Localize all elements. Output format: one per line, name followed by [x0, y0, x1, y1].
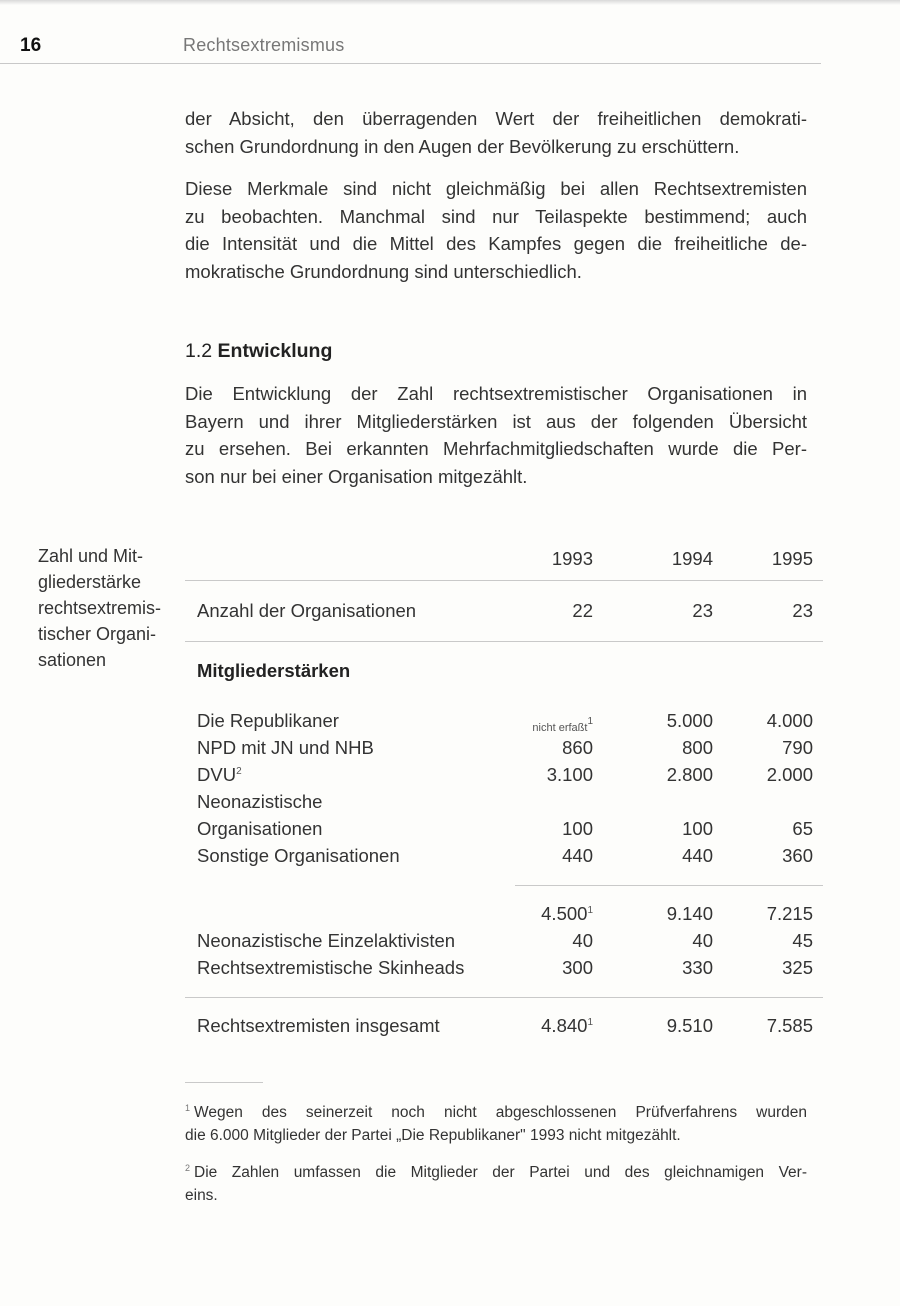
- value-1994: 5.000: [666, 710, 713, 731]
- section-heading: [185, 340, 332, 363]
- value-1995: 4.000: [766, 710, 813, 731]
- value-1995: 23: [792, 600, 813, 621]
- page-header: [20, 35, 820, 63]
- year-1994: 1994: [671, 548, 713, 569]
- row-label: Rechtsextremisten insgesamt: [197, 1015, 440, 1036]
- value-1995: 790: [782, 737, 813, 758]
- footnote-mark: 2: [185, 1163, 191, 1173]
- value-1993: 300: [562, 957, 593, 978]
- value-1993: 860: [562, 737, 593, 758]
- text-line: zu ersehen. Bei erkannten Mehrfachmitgliedschaften wurde die Per-: [185, 438, 807, 459]
- page-number: 16: [20, 35, 42, 56]
- footnote-ref: 1: [587, 715, 593, 727]
- value-1993: 22: [572, 600, 593, 621]
- footnote-divider: [185, 1082, 263, 1083]
- margin-note-line: gliederstärke: [38, 572, 142, 592]
- text-line: [185, 1157, 807, 1184]
- paragraph-characteristics: [185, 175, 807, 285]
- text-line: son nur bei einer Organisation mitgezählt.: [185, 465, 528, 487]
- running-title: Rechtsextremismus: [183, 35, 345, 55]
- margin-note-line: sationen: [38, 650, 107, 670]
- table-subheading-row: [185, 660, 823, 686]
- value-1994: 40: [692, 930, 713, 951]
- text-line: der Absicht, den überragenden Wert der freiheitlichen demokrati-: [185, 108, 807, 129]
- value-1995: 7.585: [766, 1015, 813, 1036]
- row-label: Neonazistische Einzelaktivisten: [197, 930, 456, 951]
- section-title: Entwicklung: [217, 340, 333, 362]
- row-label: Anzahl der Organisationen: [197, 600, 417, 621]
- members-heading: Mitgliederstärken: [197, 660, 351, 681]
- table-row: [185, 957, 823, 983]
- table-row: [185, 710, 823, 736]
- value-1993: 440: [562, 845, 593, 866]
- not-recorded-note: nicht erfaßt: [532, 722, 588, 734]
- row-label-text: DVU: [197, 764, 237, 785]
- value-1995: 7.215: [766, 903, 813, 924]
- table-row-org-count: [185, 600, 823, 626]
- section-number: 1.2: [185, 340, 213, 362]
- margin-note-line: rechtsextremis-: [38, 598, 162, 618]
- table-row: [185, 818, 823, 844]
- row-label: [197, 764, 242, 786]
- text-line: Die Entwicklung der Zahl rechtsextremistischer Organisationen in: [185, 383, 807, 404]
- text-line: mokratische Grundordnung sind unterschiedlich.: [185, 260, 582, 282]
- value-1993: [485, 714, 593, 736]
- subtotal-value: 4.500: [541, 903, 588, 924]
- margin-note-line: Zahl und Mit-: [38, 546, 144, 566]
- text-line: [185, 1097, 807, 1124]
- footnote-text: Die Zahlen umfassen die Mitglieder der Partei und des gleichnamigen Ver-: [194, 1164, 807, 1182]
- table-divider: [185, 641, 823, 642]
- row-label: Sonstige Organisationen: [197, 845, 400, 866]
- total-value: 4.840: [541, 1015, 588, 1036]
- margin-note: [38, 543, 168, 673]
- value-1995: 325: [782, 957, 813, 978]
- year-1993: 1993: [551, 548, 593, 569]
- table-row: [185, 764, 823, 790]
- table-row: [185, 845, 823, 871]
- value-1993: [485, 1015, 593, 1037]
- table-row-subtotal: [185, 903, 823, 929]
- footnote-ref: 2: [236, 765, 242, 777]
- footnote-1: [185, 1097, 807, 1147]
- table-divider: [185, 997, 823, 998]
- value-1994: 330: [682, 957, 713, 978]
- paragraph-development: [185, 380, 807, 490]
- value-1994: 23: [692, 600, 713, 621]
- value-1994: 800: [682, 737, 713, 758]
- value-1993: 40: [572, 930, 593, 951]
- footnote-text: Wegen des seinerzeit noch nicht abgeschlossenen Prüfverfahrens wurden: [194, 1104, 807, 1122]
- table-row: [185, 791, 823, 817]
- value-1994: 9.140: [666, 903, 713, 924]
- table-divider: [185, 580, 823, 581]
- text-line: Bayern und ihrer Mitgliederstärken ist aus der folgenden Übersicht: [185, 410, 807, 432]
- header-divider: [0, 63, 821, 64]
- row-label: Rechtsextremistische Skinheads: [197, 957, 465, 978]
- text-line: zu beobachten. Manchmal sind nur Teilaspekte bestimmend; auch: [185, 205, 807, 227]
- value-1994: 440: [682, 845, 713, 866]
- table-header-row: [185, 548, 823, 574]
- row-label: Die Republikaner: [197, 710, 339, 731]
- text-line: eins.: [185, 1187, 218, 1205]
- value-1994: 9.510: [666, 1015, 713, 1036]
- value-1995: 2.000: [766, 764, 813, 785]
- value-1995: 45: [792, 930, 813, 951]
- text-line: Diese Merkmale sind nicht gleichmäßig bei allen Rechtsextremisten: [185, 178, 807, 199]
- footnote-2: [185, 1157, 807, 1207]
- subtotal-divider: [515, 885, 823, 886]
- footnote-ref: 1: [587, 1016, 593, 1028]
- text-line: die Intensität und die Mittel des Kampfes gegen die freiheitliche de-: [185, 233, 807, 254]
- value-1993: [485, 903, 593, 925]
- year-1995: 1995: [771, 548, 813, 569]
- value-1995: 65: [792, 818, 813, 839]
- table-row-total: [185, 1015, 823, 1041]
- table-row: [185, 930, 823, 956]
- row-label: Neonazistische: [197, 791, 323, 812]
- row-label: NPD mit JN und NHB: [197, 737, 374, 758]
- text-line: schen Grundordnung in den Augen der Bevölkerung zu erschüttern.: [185, 135, 740, 157]
- value-1995: 360: [782, 845, 813, 866]
- value-1993: 3.100: [546, 764, 593, 785]
- margin-note-line: tischer Organi-: [38, 624, 157, 644]
- page-top-shadow: [0, 0, 900, 5]
- text-line: die 6.000 Mitglieder der Partei „Die Republikaner" 1993 nicht mitgezählt.: [185, 1127, 681, 1145]
- value-1994: 2.800: [666, 764, 713, 785]
- table-row: [185, 737, 823, 763]
- value-1993: 100: [562, 818, 593, 839]
- value-1994: 100: [682, 818, 713, 839]
- footnote-mark: 1: [185, 1103, 191, 1113]
- row-label: Organisationen: [197, 818, 323, 839]
- paragraph-intro-continued: [185, 105, 807, 160]
- footnote-ref: 1: [587, 904, 593, 916]
